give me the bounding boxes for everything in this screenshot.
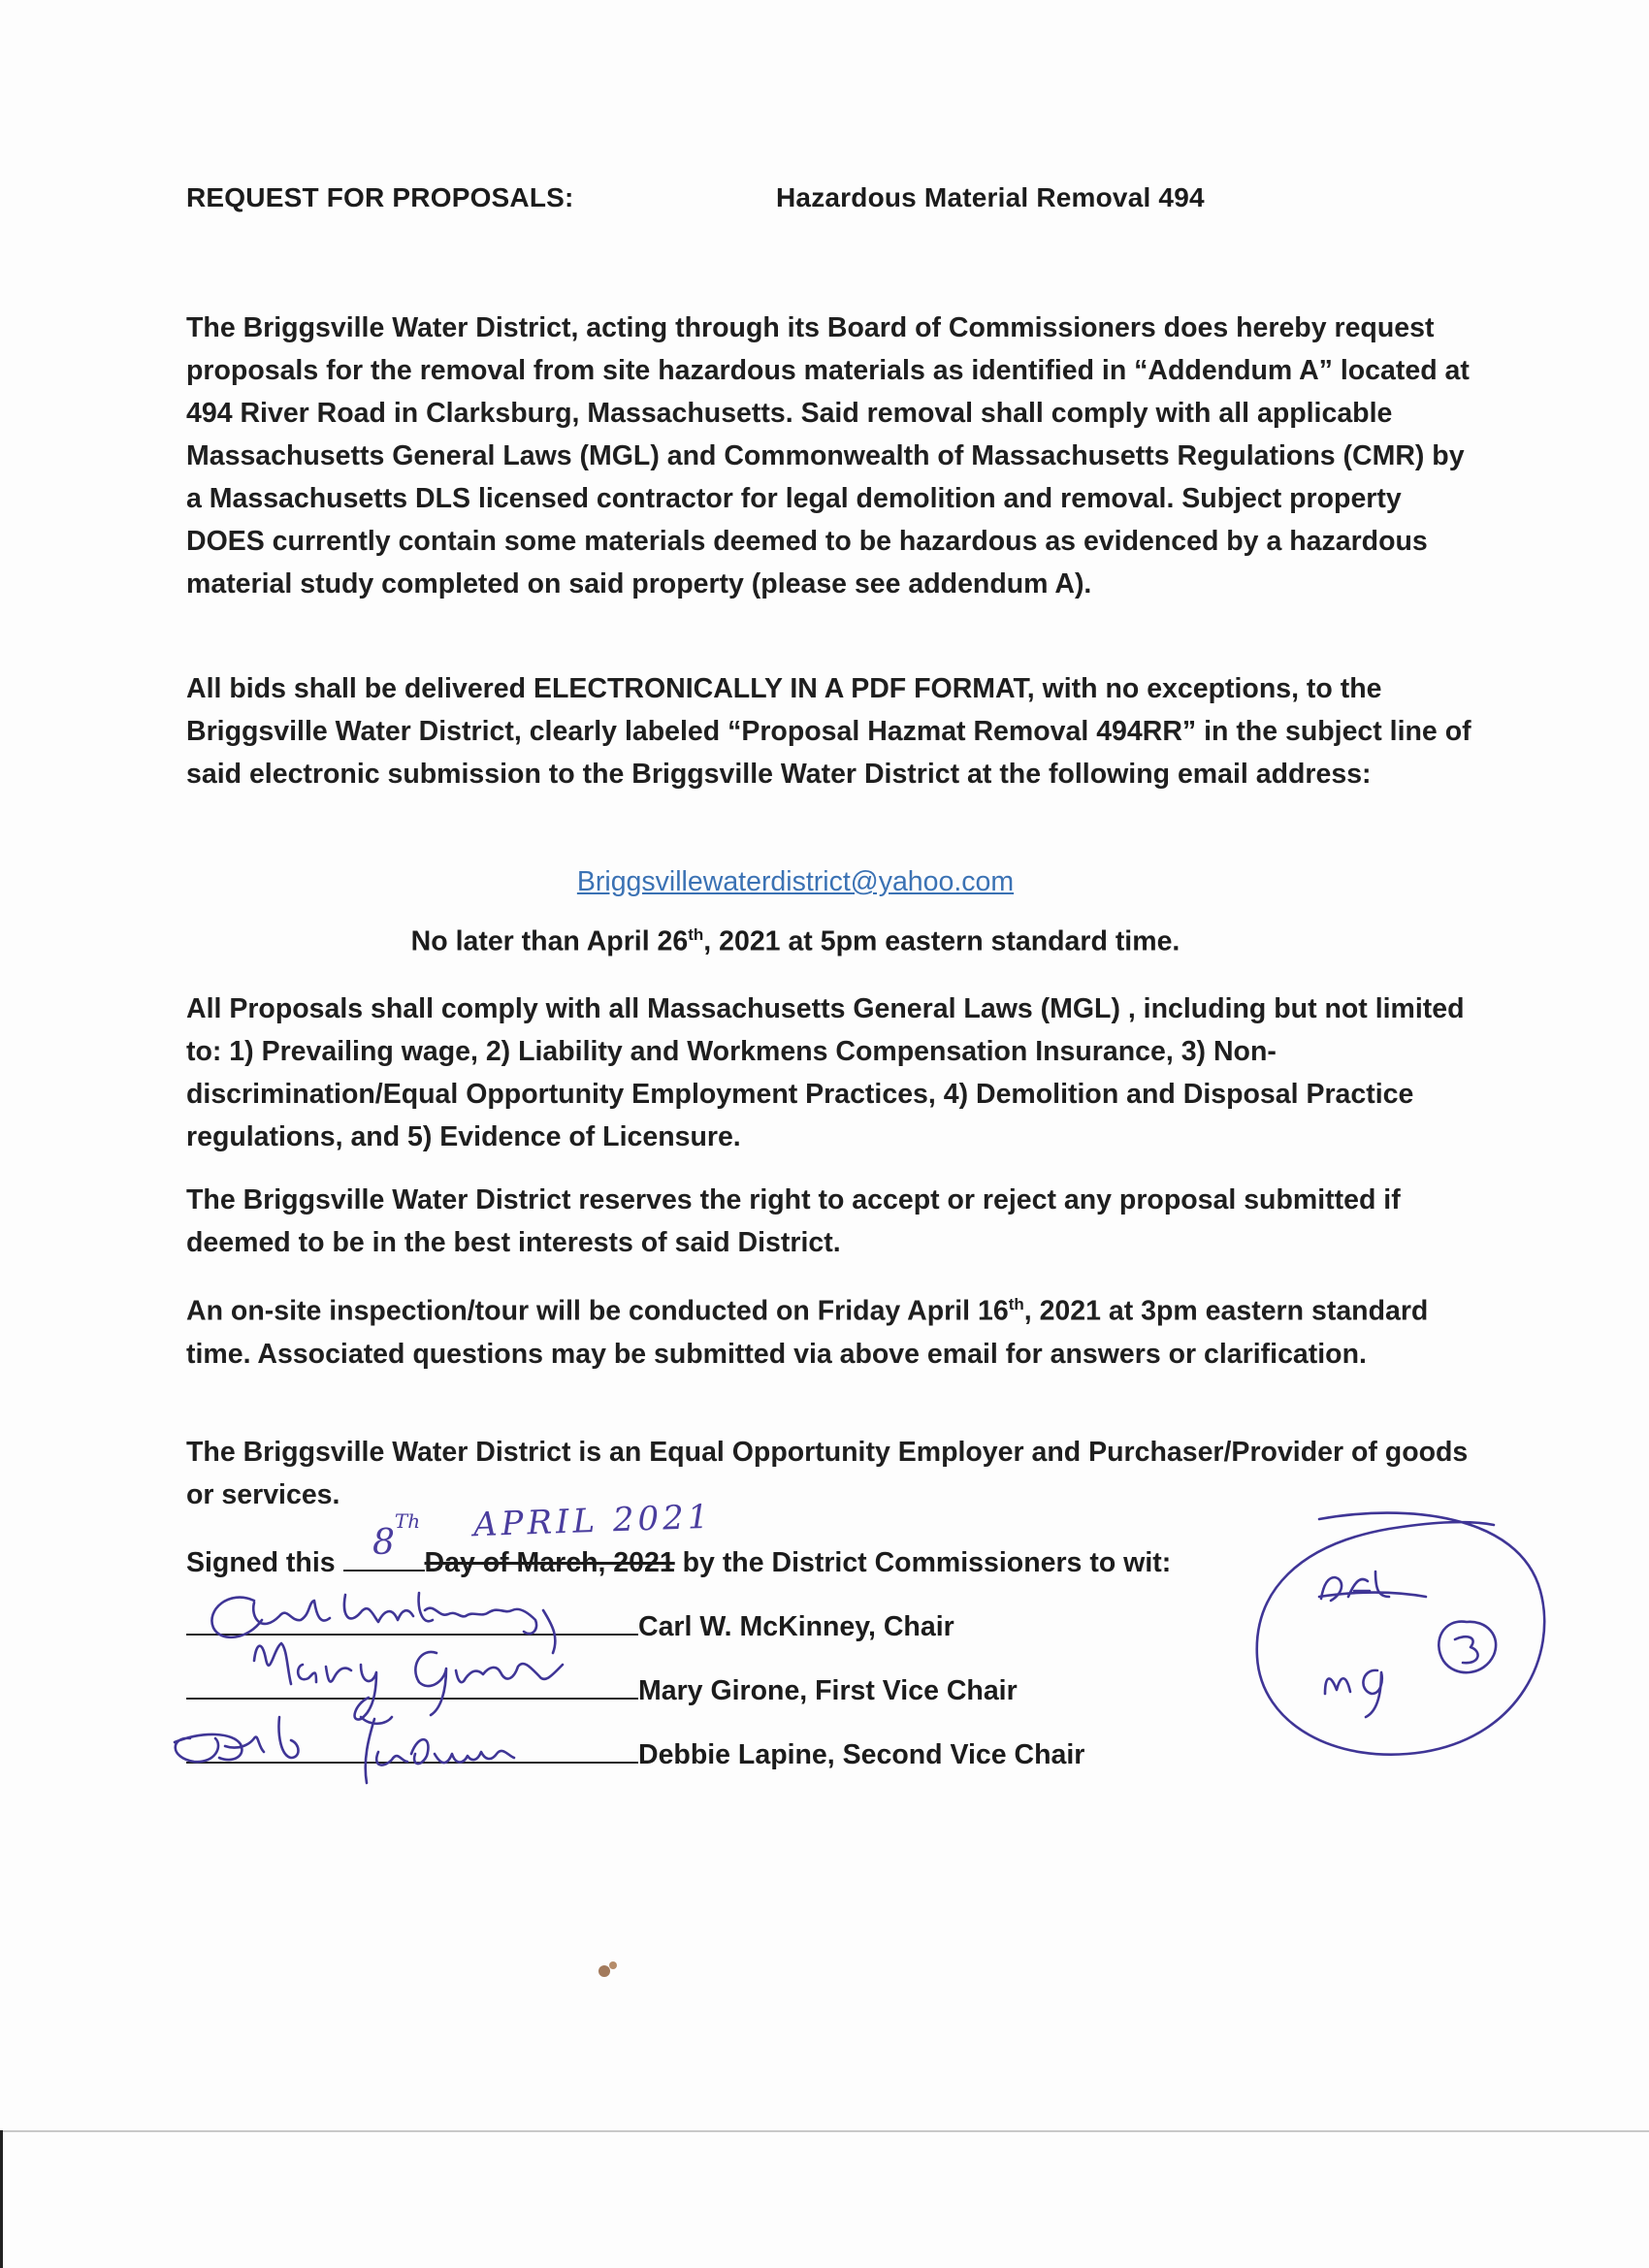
handwritten-day: 8Th	[372, 1509, 421, 1563]
signature-line	[186, 1733, 638, 1764]
stamp-hand-lettering	[1321, 1571, 1478, 1717]
rfp-title: Hazardous Material Removal 494	[776, 182, 1205, 212]
deadline-line	[0, 925, 1591, 958]
email-link[interactable]: Briggsvillewaterdistrict@yahoo.com	[576, 866, 1015, 897]
paragraph-inspection	[186, 1283, 1476, 1376]
deadline-text-start: No later than April 26	[410, 925, 689, 957]
signer-row-chair	[186, 1604, 954, 1647]
signature-line	[186, 1604, 638, 1636]
signed-this-line	[186, 1540, 1171, 1583]
scan-speck	[609, 1961, 617, 1969]
email-line	[0, 866, 1591, 898]
paragraph-submission: All bids shall be delivered ELECTRONICALLY IN A PDF FORMAT, with no exceptions, to the Briggsville Water District, clearly labeled “Proposal Hazmat Removal 494RR” in the subject line of said electronic submission to the Briggsville Water District at the following email address:	[186, 673, 1471, 790]
signer-row-second-vice	[186, 1733, 1084, 1775]
signed-prefix: Signed this	[186, 1547, 343, 1578]
stamp-initials-3	[1451, 1630, 1472, 1664]
paragraph-compliance: All Proposals shall comply with all Massachusetts General Laws (MGL) , including but not limited to: 1) Prevailing wage, 2) Liability and Workmens Compensation Insurance, 3) Non-discrimination/Equal Opportunity Employment Practices, 4) Demolition and Disposal Practice regulations, and 5) Evidence of Licensure.	[186, 993, 1465, 1152]
inspection-text-end: , 2021 at 3pm eastern standard time. Associated questions may be submitted via above email for answers or clarification.	[186, 1295, 1429, 1370]
deadline-text-end: , 2021 at 5pm eastern standard time.	[703, 925, 1180, 957]
rfp-label: REQUEST FOR PROPOSALS:	[186, 182, 574, 212]
signer-row-first-vice	[186, 1669, 1018, 1711]
signed-suffix: by the District Commissioners to wit:	[674, 1547, 1172, 1578]
stamp-small-circle	[1439, 1622, 1496, 1673]
day-blank	[343, 1540, 425, 1571]
inspection-ordinal: th	[1008, 1295, 1024, 1313]
inspection-text-start: An on-site inspection/tour will be conducted on Friday April 16	[186, 1295, 1009, 1327]
scan-speck	[598, 1965, 610, 1977]
handwritten-month: APRIL 2021	[472, 1497, 713, 1545]
paragraph-equal-opportunity: The Briggsville Water District is an Equal Opportunity Employer and Purchaser/Provider of goods or services.	[186, 1437, 1469, 1510]
paragraph-rights: The Briggsville Water District reserves the right to accept or reject any proposal submitted if deemed to be in the best interests of said District.	[186, 1184, 1401, 1258]
scan-edge-line	[0, 2130, 1649, 2132]
deadline-ordinal: th	[688, 925, 704, 944]
stamp-outline	[1257, 1513, 1544, 1755]
stamp-initials-2	[1323, 1665, 1376, 1699]
stamp-underline	[1319, 1593, 1426, 1598]
scan-edge-mark	[0, 2130, 3, 2268]
signer-title: Mary Girone, First Vice Chair	[638, 1675, 1018, 1706]
signature-line	[186, 1669, 638, 1700]
paragraph-intro: The Briggsville Water District, acting through its Board of Commissioners does hereby request proposals for the removal from site hazardous materials as identified in “Addendum A” located at 494 River Road in Clarksburg, Massachusetts. Said removal shall comply with all applicable Massachusetts General Laws (MGL) and Commonwealth of Massachusetts Regulations (CMR) by a Massachusetts DLS licensed contractor for legal demolition and removal. Subject property DOES currently contain some materials deemed to be hazardous as evidenced by a hazardous material study completed on said property (please see addendum A).	[186, 312, 1470, 599]
signer-title: Carl W. McKinney, Chair	[638, 1611, 954, 1642]
stamp-initials-1	[1319, 1564, 1383, 1598]
struck-date: Day of March, 2021	[424, 1547, 675, 1578]
signer-title: Debbie Lapine, Second Vice Chair	[638, 1739, 1085, 1770]
